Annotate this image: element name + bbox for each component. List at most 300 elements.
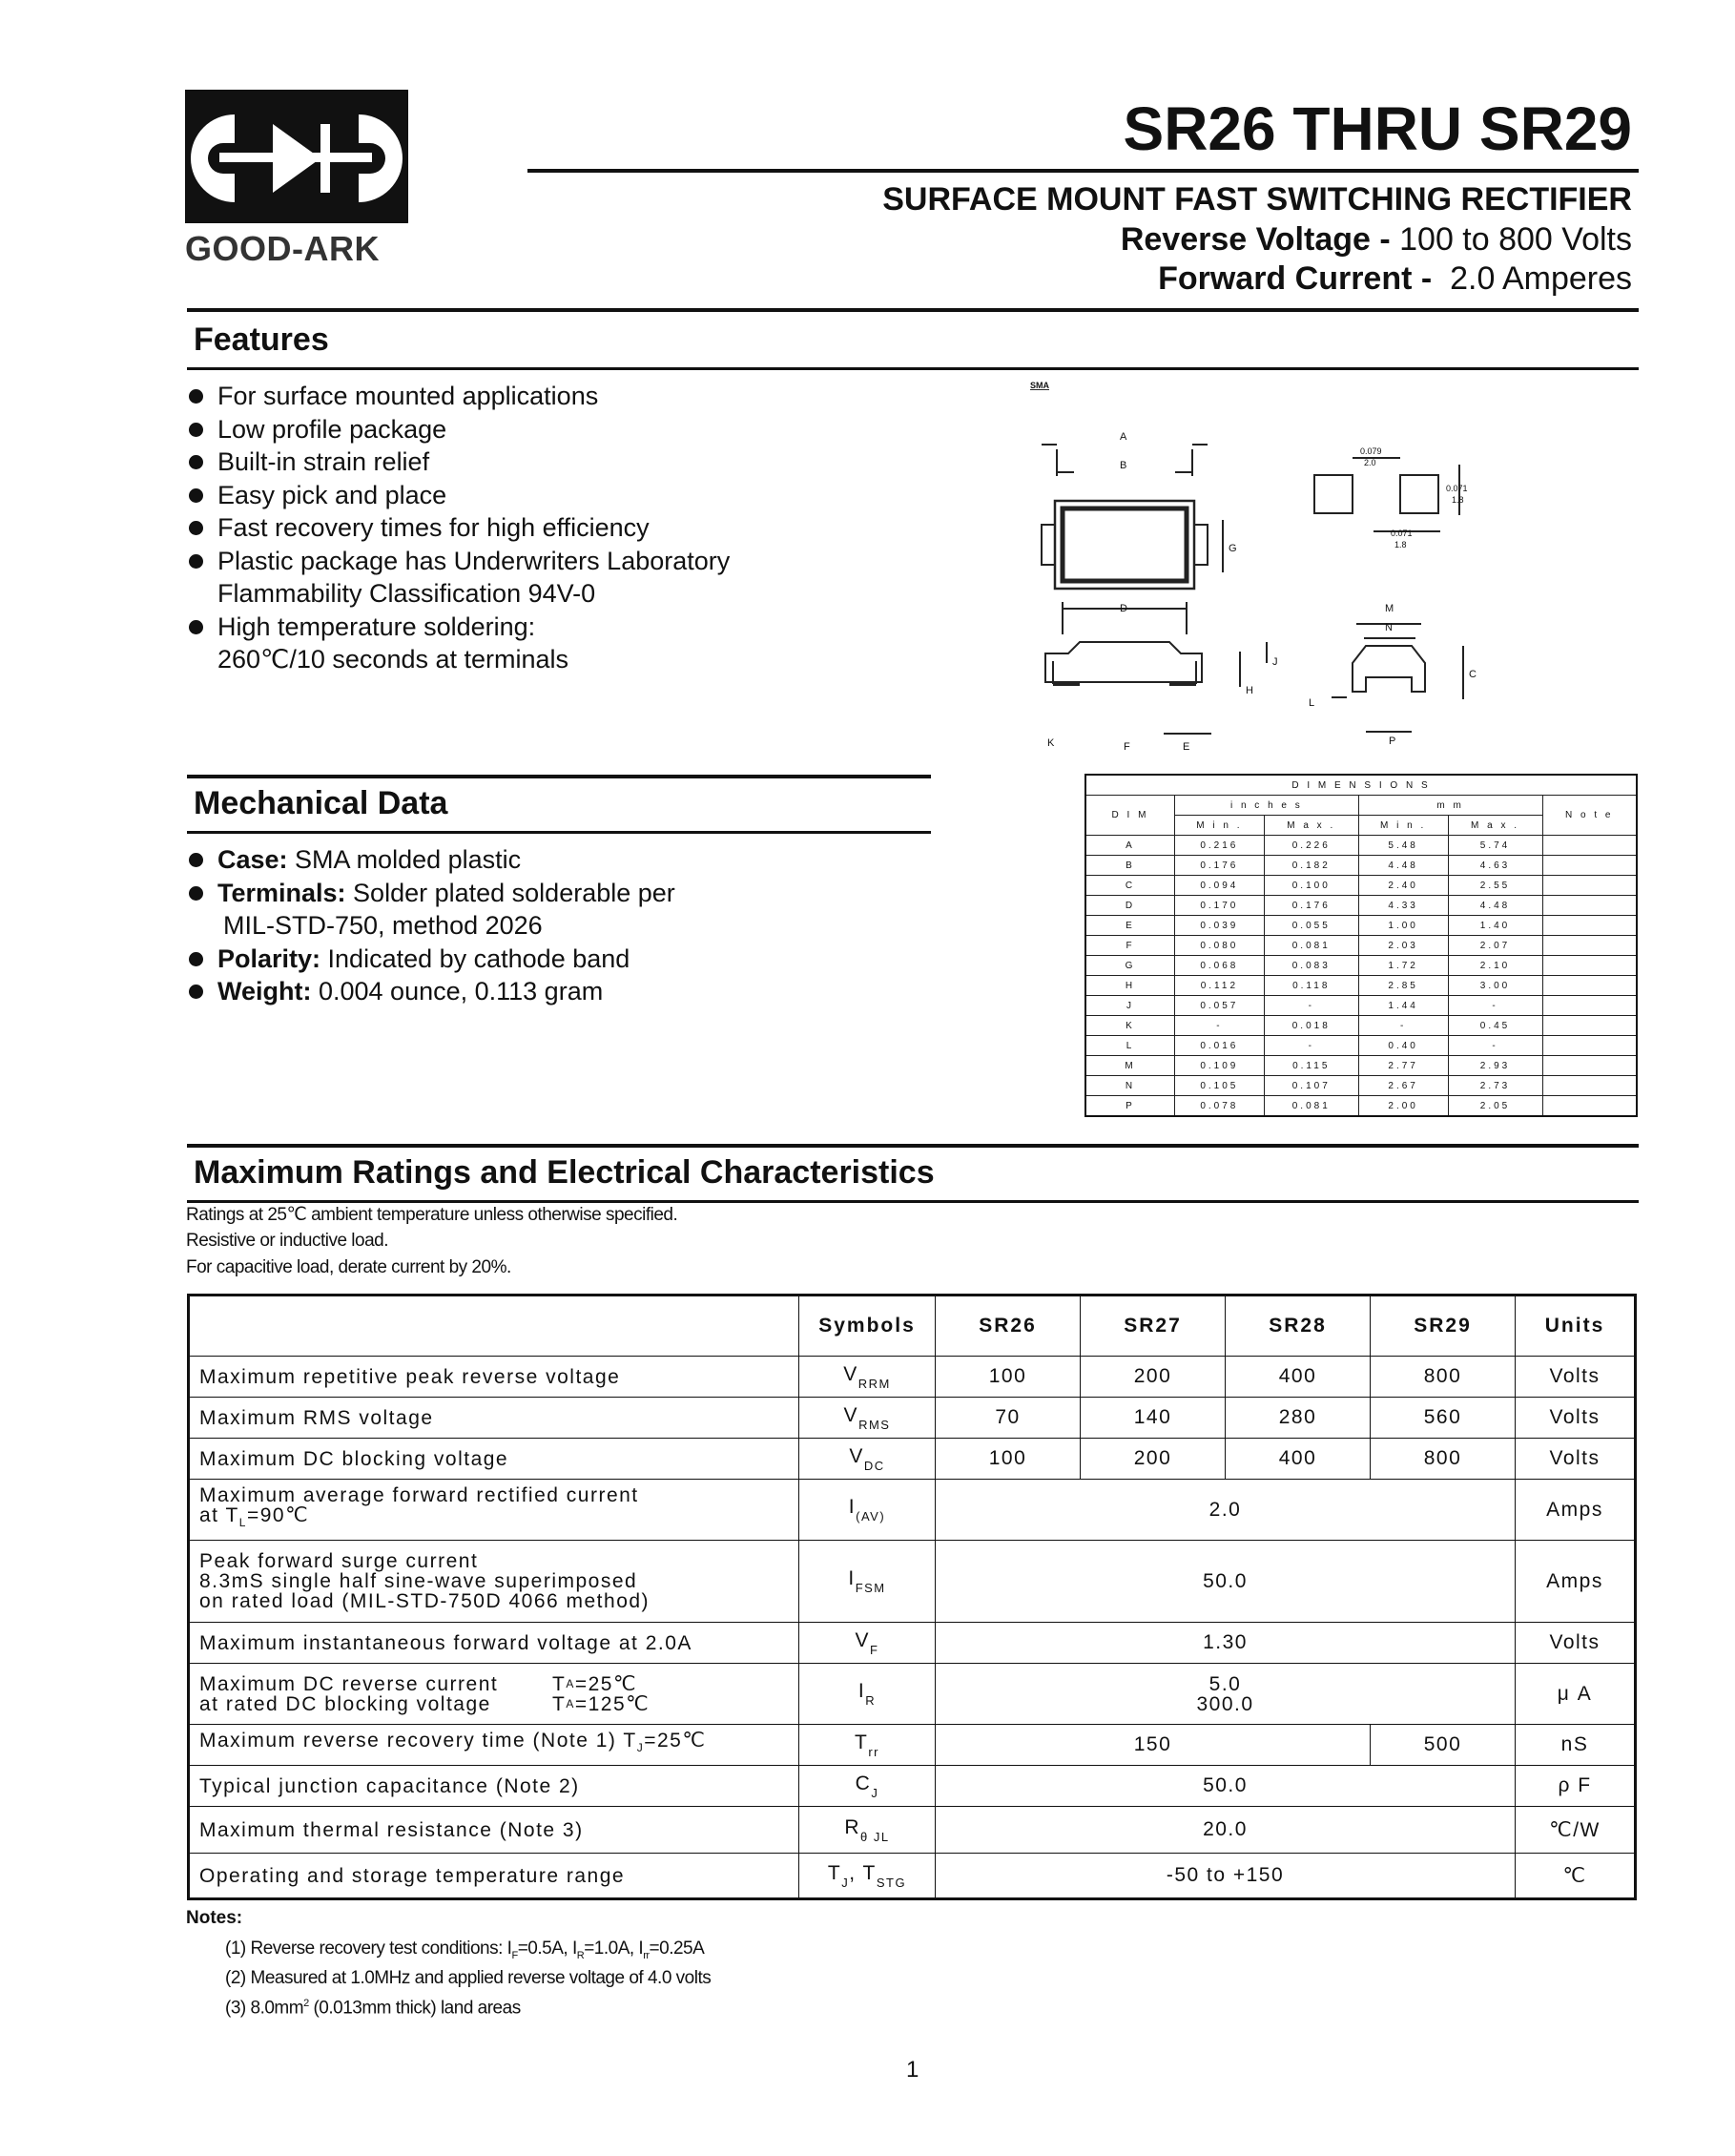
title-rule xyxy=(527,169,1639,173)
forward-current xyxy=(1158,260,1632,298)
dim-value-cell: - xyxy=(1175,1016,1265,1036)
notes-heading: Notes: xyxy=(186,1908,243,1928)
rv-label: Reverse Voltage - xyxy=(1120,221,1391,258)
symbol-sub: FSM xyxy=(855,1581,886,1595)
symbol-cell xyxy=(799,1541,936,1623)
dim-value-cell: 0.081 xyxy=(1264,936,1358,956)
dim-row xyxy=(1085,956,1637,976)
dim-row xyxy=(1085,836,1637,856)
dim-row xyxy=(1085,936,1637,956)
features-list xyxy=(187,380,730,676)
symbol-sub: rr xyxy=(868,1744,879,1759)
symbol-sub: R xyxy=(865,1693,877,1708)
max-header: M a x . xyxy=(1448,816,1542,836)
label-f: F xyxy=(1124,741,1130,753)
note-text: (3) 8.0mm xyxy=(225,1998,304,2019)
dim-value-cell: 0.112 xyxy=(1175,976,1265,996)
mm-header: m m xyxy=(1358,796,1542,816)
pad-width-mm: 2.0 xyxy=(1364,458,1376,467)
dim-value-cell: 2.55 xyxy=(1448,876,1542,896)
param-cell: Maximum RMS voltage xyxy=(189,1398,799,1439)
value-cell: 400 xyxy=(1226,1357,1371,1398)
bullet-icon xyxy=(189,423,203,437)
dim-value-cell: 0.094 xyxy=(1175,876,1265,896)
param-line: at T xyxy=(199,1504,239,1527)
note-sub: R xyxy=(576,1949,585,1961)
dim-row xyxy=(1085,1036,1637,1056)
dim-note-cell xyxy=(1542,976,1637,996)
pad-gap-in: 0.071 xyxy=(1391,529,1413,538)
value-cell: 1.30 xyxy=(936,1623,1516,1664)
symbol: C xyxy=(855,1772,872,1794)
dim-value-cell: 2.05 xyxy=(1448,1096,1542,1117)
brand-name: GOOD-ARK xyxy=(185,229,380,268)
label-m: M xyxy=(1385,603,1394,614)
dim-value-cell: - xyxy=(1358,1016,1448,1036)
note-text: =1.0A, I xyxy=(584,1938,644,1959)
symbol: T xyxy=(827,1861,842,1884)
dim-value-cell: 0.016 xyxy=(1175,1036,1265,1056)
bullet-icon xyxy=(189,521,203,535)
value-cell: 20.0 xyxy=(936,1807,1516,1854)
symbol-cell xyxy=(799,1807,936,1854)
unit-cell: ρ F xyxy=(1516,1766,1636,1807)
mechanical-text: 0.004 ounce, 0.113 gram xyxy=(311,977,604,1005)
symbol-sub: RRM xyxy=(857,1376,891,1391)
symbol-sub: DC xyxy=(863,1458,885,1473)
symbol-sub: STG xyxy=(876,1875,907,1890)
param-sub: J xyxy=(636,1741,645,1755)
cond-val: =125℃ xyxy=(574,1692,651,1715)
sr27-header: SR27 xyxy=(1081,1296,1226,1357)
dim-row xyxy=(1085,1076,1637,1096)
mechanical-item xyxy=(187,843,675,877)
feature-text: High temperature soldering: xyxy=(217,612,536,641)
dim-note-cell xyxy=(1542,896,1637,916)
symbol: V xyxy=(843,1403,859,1426)
symbol-cell xyxy=(799,1623,936,1664)
dim-value-cell: 0.068 xyxy=(1175,956,1265,976)
dim-label-cell: J xyxy=(1085,996,1175,1016)
param-cell: Maximum thermal resistance (Note 3) xyxy=(189,1807,799,1854)
rv-value: 100 to 800 Volts xyxy=(1399,221,1632,258)
dim-value-cell: - xyxy=(1264,996,1358,1016)
cond-val: =25℃ xyxy=(574,1672,638,1695)
value-cell: 100 xyxy=(936,1357,1081,1398)
dim-label-cell: H xyxy=(1085,976,1175,996)
dim-label-cell: F xyxy=(1085,936,1175,956)
mechanical-item xyxy=(187,877,675,943)
dim-value-cell: 0.081 xyxy=(1264,1096,1358,1117)
dim-value-cell: 0.118 xyxy=(1264,976,1358,996)
feature-item xyxy=(187,511,730,545)
dim-note-cell xyxy=(1542,936,1637,956)
feature-text: Plastic package has Underwriters Laboratory xyxy=(217,546,731,575)
dim-label-cell: B xyxy=(1085,856,1175,876)
page-number: 1 xyxy=(906,2057,919,2083)
fc-value: 2.0 Amperes xyxy=(1450,260,1632,297)
diode-logo-icon xyxy=(185,90,408,223)
table-row xyxy=(189,1439,1636,1480)
dimensions-table xyxy=(1084,774,1638,1117)
bullet-icon xyxy=(189,620,203,634)
param-line: Maximum average forward rectified current xyxy=(199,1484,639,1507)
table-row xyxy=(189,1357,1636,1398)
dim-label-cell: E xyxy=(1085,916,1175,936)
ratings-note-1: Ratings at 25℃ ambient temperature unless otherwise specified. xyxy=(186,1205,678,1225)
dim-value-cell: 0.100 xyxy=(1264,876,1358,896)
mechanical-text-cont: MIL-STD-750, method 2026 xyxy=(223,911,543,940)
label-b: B xyxy=(1120,460,1127,471)
symbol: T xyxy=(855,1731,869,1753)
value-cell: 200 xyxy=(1081,1357,1226,1398)
bullet-icon xyxy=(189,389,203,404)
note-text: (0.013mm thick) land areas xyxy=(308,1998,521,2019)
note-3 xyxy=(225,1998,521,2019)
label-e: E xyxy=(1183,741,1190,753)
cond-t: T xyxy=(552,1692,567,1715)
param-cell xyxy=(189,1480,799,1541)
feature-item xyxy=(187,380,730,413)
param-line: Maximum DC reverse current xyxy=(199,1672,499,1695)
max-header: M a x . xyxy=(1264,816,1358,836)
doc-title: SR26 THRU SR29 xyxy=(1123,94,1632,163)
sr26-header: SR26 xyxy=(936,1296,1081,1357)
dim-note-cell xyxy=(1542,876,1637,896)
param-cell: Maximum DC blocking voltage xyxy=(189,1439,799,1480)
param-line: 8.3mS single half sine-wave superimposed xyxy=(199,1570,638,1592)
note-2: (2) Measured at 1.0MHz and applied reverse voltage of 4.0 volts xyxy=(225,1968,712,1988)
dim-note-cell xyxy=(1542,856,1637,876)
dim-value-cell: 4.48 xyxy=(1358,856,1448,876)
note-sub: F xyxy=(511,1949,518,1961)
dim-value-cell: 0.176 xyxy=(1175,856,1265,876)
label-g: G xyxy=(1229,543,1237,554)
symbols-header: Symbols xyxy=(799,1296,936,1357)
value-cell: 500 xyxy=(1371,1725,1516,1766)
fc-label: Forward Current - xyxy=(1158,260,1433,297)
dim-value-cell: 0.226 xyxy=(1264,836,1358,856)
dim-row xyxy=(1085,896,1637,916)
symbol: V xyxy=(843,1362,858,1385)
dim-value-cell: 5.74 xyxy=(1448,836,1542,856)
feature-item xyxy=(187,611,730,676)
param-cell xyxy=(189,1664,799,1725)
dim-label-cell: P xyxy=(1085,1096,1175,1117)
mechanical-item xyxy=(187,975,675,1008)
param-cell: Maximum instantaneous forward voltage at 2.0A xyxy=(189,1623,799,1664)
param-cell xyxy=(189,1541,799,1623)
dim-label-cell: C xyxy=(1085,876,1175,896)
feature-item xyxy=(187,545,730,611)
symbol-cell xyxy=(799,1725,936,1766)
dim-label-cell: G xyxy=(1085,956,1175,976)
min-header: M i n . xyxy=(1175,816,1265,836)
symbol: R xyxy=(844,1815,861,1838)
dim-value-cell: 0.055 xyxy=(1264,916,1358,936)
feature-item xyxy=(187,479,730,512)
feature-text: Low profile package xyxy=(217,414,447,444)
label-k: K xyxy=(1047,737,1055,749)
table-row xyxy=(189,1623,1636,1664)
unit-cell: Volts xyxy=(1516,1398,1636,1439)
dim-row xyxy=(1085,876,1637,896)
mechanical-top-rule xyxy=(187,775,931,778)
symbol-cell xyxy=(799,1480,936,1541)
dim-value-cell: 0.039 xyxy=(1175,916,1265,936)
bullet-icon xyxy=(189,488,203,503)
feature-text: Fast recovery times for high efficiency xyxy=(217,513,650,542)
dim-value-cell: 0.018 xyxy=(1264,1016,1358,1036)
label-c: C xyxy=(1469,669,1477,680)
note-sub: rr xyxy=(643,1949,650,1961)
dim-row xyxy=(1085,1016,1637,1036)
symbol-sub: J xyxy=(841,1875,850,1890)
unit-cell: Amps xyxy=(1516,1541,1636,1623)
label-h: H xyxy=(1246,685,1253,696)
dim-note-cell xyxy=(1542,916,1637,936)
dim-row xyxy=(1085,916,1637,936)
dim-note-cell xyxy=(1542,956,1637,976)
table-row xyxy=(189,1398,1636,1439)
dim-value-cell: 1.00 xyxy=(1358,916,1448,936)
dim-value-cell: 0.109 xyxy=(1175,1056,1265,1076)
dim-note-cell xyxy=(1542,996,1637,1016)
pad-gap-mm: 1.8 xyxy=(1394,540,1407,549)
dim-label-cell: L xyxy=(1085,1036,1175,1056)
dim-header: D I M xyxy=(1085,796,1175,836)
label-j: J xyxy=(1272,656,1278,668)
dim-value-cell: - xyxy=(1448,996,1542,1016)
doc-subtitle: SURFACE MOUNT FAST SWITCHING RECTIFIER xyxy=(882,181,1632,218)
bullet-icon xyxy=(189,952,203,966)
value-cell: 50.0 xyxy=(936,1766,1516,1807)
param-sub: L xyxy=(238,1516,247,1530)
dim-value-cell: 2.00 xyxy=(1358,1096,1448,1117)
dimensions-title: D I M E N S I O N S xyxy=(1085,775,1637,796)
dimensions-body xyxy=(1085,836,1637,1117)
bullet-icon xyxy=(189,853,203,867)
param-line: Maximum reverse recovery time (Note 1) T xyxy=(199,1730,637,1752)
mechanical-text: SMA molded plastic xyxy=(287,845,522,874)
dim-value-cell: 0.078 xyxy=(1175,1096,1265,1117)
param-line: =90℃ xyxy=(246,1504,310,1527)
symbol-sub: (AV) xyxy=(856,1509,886,1524)
mechanical-label: Case: xyxy=(217,845,288,874)
dim-note-cell xyxy=(1542,1076,1637,1096)
dim-value-cell: 0.057 xyxy=(1175,996,1265,1016)
ratings-table xyxy=(187,1294,1637,1900)
note-text: (1) Reverse recovery test conditions: I xyxy=(225,1938,512,1959)
symbol: V xyxy=(855,1628,871,1651)
mechanical-text: Indicated by cathode band xyxy=(320,943,630,973)
note-sup: 2 xyxy=(303,1998,309,2009)
dim-note-cell xyxy=(1542,1036,1637,1056)
dim-value-cell: 0.40 xyxy=(1358,1036,1448,1056)
dim-row xyxy=(1085,1096,1637,1117)
mechanical-list xyxy=(187,843,675,1008)
param-cell: Maximum repetitive peak reverse voltage xyxy=(189,1357,799,1398)
symbol-cell xyxy=(799,1664,936,1725)
value-cell: 140 xyxy=(1081,1398,1226,1439)
dim-value-cell: 5.48 xyxy=(1358,836,1448,856)
value-cell: 800 xyxy=(1371,1439,1516,1480)
feature-text: For surface mounted applications xyxy=(217,382,599,410)
param-cell xyxy=(189,1725,799,1766)
dim-value-cell: 2.73 xyxy=(1448,1076,1542,1096)
dim-note-cell xyxy=(1542,1016,1637,1036)
symbol: V xyxy=(849,1444,864,1467)
value: 5.0 xyxy=(1208,1672,1242,1695)
unit-cell: Amps xyxy=(1516,1480,1636,1541)
feature-text: Built-in strain relief xyxy=(217,447,430,476)
label-a: A xyxy=(1120,431,1127,443)
feature-text: Easy pick and place xyxy=(217,480,447,509)
dim-value-cell: 1.72 xyxy=(1358,956,1448,976)
dim-value-cell: 2.10 xyxy=(1448,956,1542,976)
dim-value-cell: - xyxy=(1448,1036,1542,1056)
value-cell: 50.0 xyxy=(936,1541,1516,1623)
dim-value-cell: 0.080 xyxy=(1175,936,1265,956)
unit-cell: nS xyxy=(1516,1725,1636,1766)
symbol: I xyxy=(848,1567,856,1589)
dim-value-cell: 2.85 xyxy=(1358,976,1448,996)
feature-item xyxy=(187,413,730,446)
dim-value-cell: 3.00 xyxy=(1448,976,1542,996)
ratings-heading: Maximum Ratings and Electrical Characteristics xyxy=(194,1154,935,1191)
symbol: , T xyxy=(849,1861,877,1884)
dim-value-cell: 0.216 xyxy=(1175,836,1265,856)
value-cell: 100 xyxy=(936,1439,1081,1480)
ratings-bottom-rule xyxy=(187,1200,1639,1203)
dim-value-cell: 0.176 xyxy=(1264,896,1358,916)
mechanical-heading: Mechanical Data xyxy=(194,785,448,821)
symbol-cell xyxy=(799,1357,936,1398)
unit-cell: ℃ xyxy=(1516,1854,1636,1899)
dim-row xyxy=(1085,996,1637,1016)
label-p: P xyxy=(1389,736,1396,747)
table-row xyxy=(189,1854,1636,1899)
feature-text-cont: 260℃/10 seconds at terminals xyxy=(217,645,569,674)
unit-cell: Volts xyxy=(1516,1623,1636,1664)
value-cell: -50 to +150 xyxy=(936,1854,1516,1899)
symbol-cell xyxy=(799,1439,936,1480)
dim-value-cell: 0.107 xyxy=(1264,1076,1358,1096)
table-row xyxy=(189,1807,1636,1854)
package-drawing xyxy=(1021,377,1641,758)
note-text: =0.25A xyxy=(649,1938,705,1959)
param-line: at rated DC blocking voltage xyxy=(199,1692,491,1715)
value-cell: 400 xyxy=(1226,1439,1371,1480)
dim-value-cell: 2.67 xyxy=(1358,1076,1448,1096)
package-name: SMA xyxy=(1030,381,1049,390)
ratings-top-rule xyxy=(187,1144,1639,1148)
label-n: N xyxy=(1385,622,1393,633)
dim-note-cell xyxy=(1542,1096,1637,1117)
table-row xyxy=(189,1766,1636,1807)
dim-value-cell: 2.07 xyxy=(1448,936,1542,956)
dim-value-cell: 4.33 xyxy=(1358,896,1448,916)
dim-value-cell: - xyxy=(1264,1036,1358,1056)
pad-height-in: 0.071 xyxy=(1446,484,1468,493)
dim-row xyxy=(1085,856,1637,876)
param-line: on rated load (MIL-STD-750D 4066 method) xyxy=(199,1590,651,1612)
dim-value-cell: 1.40 xyxy=(1448,916,1542,936)
mechanical-text: Solder plated solderable per xyxy=(345,878,675,907)
table-row xyxy=(189,1480,1636,1541)
dim-value-cell: 2.77 xyxy=(1358,1056,1448,1076)
dim-value-cell: 0.170 xyxy=(1175,896,1265,916)
symbol-sub: θ JL xyxy=(860,1829,890,1844)
dim-value-cell: 0.45 xyxy=(1448,1016,1542,1036)
dim-value-cell: 4.48 xyxy=(1448,896,1542,916)
table-header-row xyxy=(189,1296,1636,1357)
bullet-icon xyxy=(189,985,203,999)
param-line: Peak forward surge current xyxy=(199,1550,479,1572)
note-text: =0.5A, I xyxy=(517,1938,577,1959)
bullet-icon xyxy=(189,455,203,469)
unit-cell: Volts xyxy=(1516,1357,1636,1398)
value-cell: 70 xyxy=(936,1398,1081,1439)
dim-value-cell: 0.105 xyxy=(1175,1076,1265,1096)
dim-label-cell: D xyxy=(1085,896,1175,916)
table-row xyxy=(189,1725,1636,1766)
inches-header: i n c h e s xyxy=(1175,796,1359,816)
value-cell: 150 xyxy=(936,1725,1371,1766)
dim-label-cell: K xyxy=(1085,1016,1175,1036)
sr29-header: SR29 xyxy=(1371,1296,1516,1357)
cond-sub: A xyxy=(566,1676,575,1690)
dim-value-cell: 1.44 xyxy=(1358,996,1448,1016)
ratings-note-3: For capacitive load, derate current by 20%. xyxy=(186,1257,511,1277)
symbol-sub: J xyxy=(871,1785,879,1800)
symbol-cell xyxy=(799,1766,936,1807)
dim-value-cell: 2.03 xyxy=(1358,936,1448,956)
mechanical-label: Polarity: xyxy=(217,943,321,973)
mechanical-item xyxy=(187,943,675,976)
label-l: L xyxy=(1309,697,1315,709)
dim-label-cell: M xyxy=(1085,1056,1175,1076)
symbol-cell xyxy=(799,1854,936,1899)
param-cell: Operating and storage temperature range xyxy=(189,1854,799,1899)
symbol: I xyxy=(848,1496,857,1518)
param-header xyxy=(189,1296,799,1357)
value-cell: 800 xyxy=(1371,1357,1516,1398)
dim-row xyxy=(1085,976,1637,996)
dim-value-cell: 4.63 xyxy=(1448,856,1542,876)
symbol-cell xyxy=(799,1398,936,1439)
min-header: M i n . xyxy=(1358,816,1448,836)
pad-width-in: 0.079 xyxy=(1360,446,1382,456)
note-header: N o t e xyxy=(1542,796,1637,836)
brand-logo xyxy=(185,90,408,223)
features-heading: Features xyxy=(194,321,329,358)
features-bottom-rule xyxy=(187,367,1639,370)
pad-height-mm: 1.8 xyxy=(1452,495,1464,505)
ratings-note-2: Resistive or inductive load. xyxy=(186,1231,388,1251)
label-d: D xyxy=(1120,603,1127,614)
param-cell: Typical junction capacitance (Note 2) xyxy=(189,1766,799,1807)
table-row xyxy=(189,1664,1636,1725)
symbol-sub: RMS xyxy=(858,1417,891,1432)
unit-cell: Volts xyxy=(1516,1439,1636,1480)
dim-row xyxy=(1085,1056,1637,1076)
unit-cell: ℃/W xyxy=(1516,1807,1636,1854)
feature-text-cont: Flammability Classification 94V-0 xyxy=(217,579,596,608)
value-cell xyxy=(936,1664,1516,1725)
dim-value-cell: 0.182 xyxy=(1264,856,1358,876)
cond-t: T xyxy=(552,1672,567,1695)
